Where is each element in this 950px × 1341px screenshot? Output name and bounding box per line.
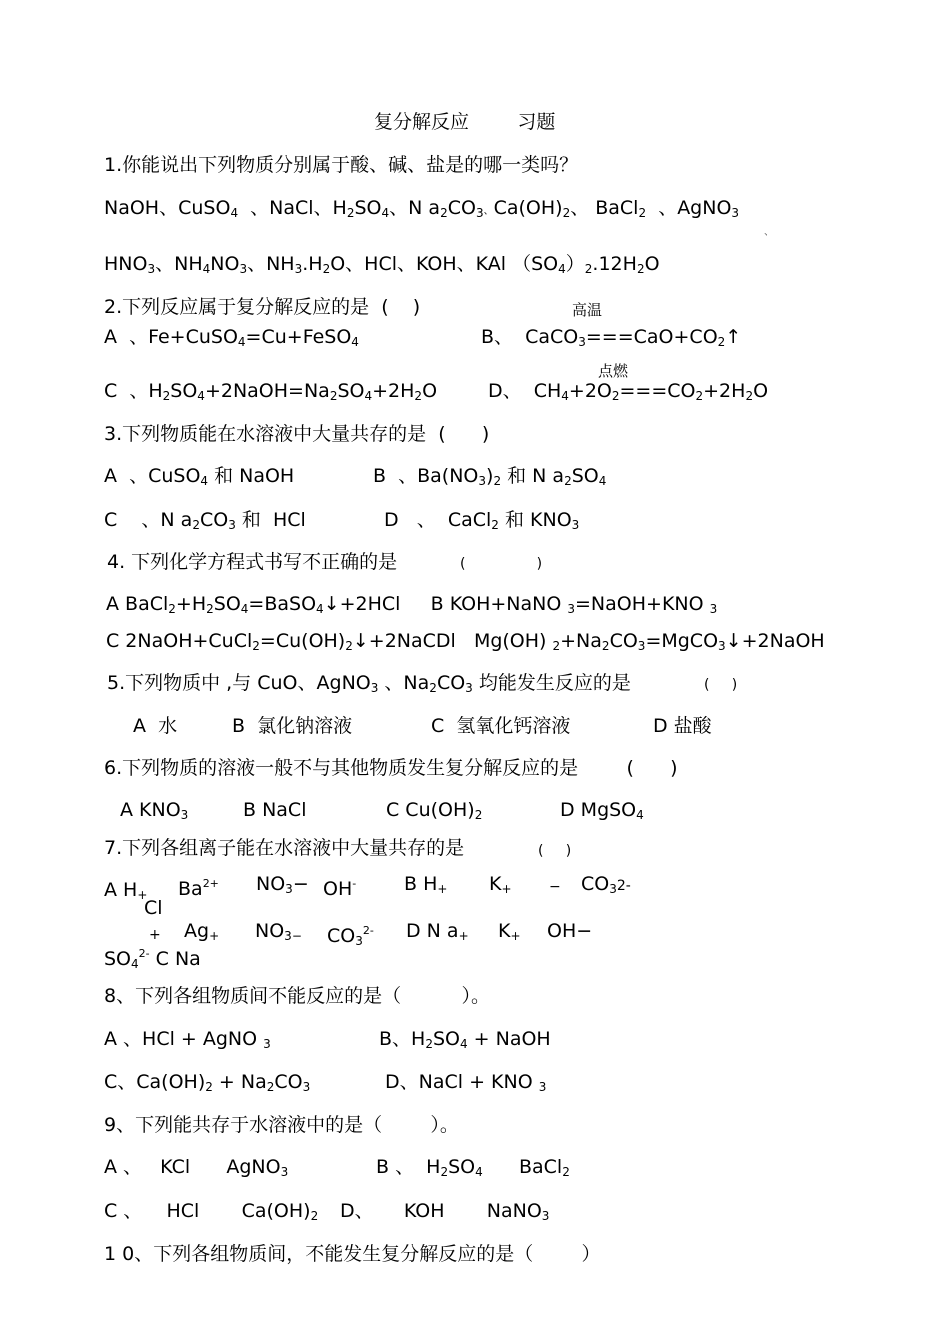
q7-ion-k-b: $K_+$ bbox=[498, 920, 521, 943]
q7-plus: + bbox=[149, 927, 161, 943]
q1-substances-line1: NaOH、CuSO$_4$ 、NaCl、$H_2SO_4$、N $a_2CO_3$、$Ca(OH)_2$、 BaCl$_2$ 、AgNO$_3$ bbox=[104, 197, 740, 220]
title-main: 复分解反应 bbox=[374, 111, 470, 133]
q7-paren: ( ) bbox=[538, 843, 572, 859]
q6-option-b: B NaCl bbox=[243, 799, 307, 821]
q7-ion-k: $K_+$ bbox=[489, 873, 512, 896]
q7-ion-no3-b: $NO_{3-}$ bbox=[255, 920, 302, 943]
q7-stem: 7.下列各组离子能在水溶液中大量共存的是 bbox=[104, 837, 465, 859]
q3-option-a: A 、CuSO$_4$ 和 NaOH bbox=[104, 465, 295, 488]
q7-option-b-h: B $H_+$ bbox=[404, 873, 448, 896]
q5-option-a: A 水 bbox=[133, 715, 178, 737]
q5-option-d: D 盐酸 bbox=[653, 715, 712, 737]
q8-option-d: D、NaCl + KNO $_3$ bbox=[385, 1071, 547, 1094]
q7-ion-cl: Cl bbox=[144, 897, 163, 919]
q9-option-b: B 、 $H_2SO_4$ BaCl$_2$ bbox=[376, 1156, 570, 1179]
q9-option-c: C 、 HCl $Ca(OH)_2$ bbox=[104, 1200, 319, 1223]
q1-substances-line2: $HNO_3$、$NH_4NO_3$、$NH_3.H_2O$、HCl、KOH、KAl $(SO_4)_2.12H_2O$ bbox=[104, 253, 660, 276]
q9-stem: 9、下列能共存于水溶液中的是（ ）。 bbox=[104, 1114, 459, 1136]
q9-option-a: A 、 KCl AgNO$_3$ bbox=[104, 1156, 289, 1179]
q7-ion-ag: $Ag_+$ bbox=[184, 920, 220, 943]
q6-stem: 6.下列物质的溶液一般不与其他物质发生复分解反应的是 ( ) bbox=[104, 757, 678, 779]
q7-option-a-h: A $H_+$ bbox=[104, 879, 148, 902]
q3-option-b: B 、$Ba(NO_3)_2$ 和 N $a_2SO_4$ bbox=[373, 465, 607, 488]
q7-ion-no3: $NO_3-$ bbox=[256, 873, 309, 896]
q5-option-b: B 氯化钠溶液 bbox=[232, 715, 353, 737]
q8-option-a: A 、HCl + AgNO $_3$ bbox=[104, 1028, 271, 1051]
q10-stem: 1 0、下列各组物质间，不能发生复分解反应的是（ ） bbox=[104, 1243, 601, 1265]
q7-ion-co3: $CO_32-$ bbox=[581, 873, 631, 896]
q5-option-c: C 氢氧化钙溶液 bbox=[431, 715, 571, 737]
q4-stem: 4. 下列化学方程式书写不正确的是 bbox=[107, 551, 398, 573]
q3-stem: 3.下列物质能在水溶液中大量共存的是 ( ) bbox=[104, 423, 490, 445]
q4-options-row1: A $BaCl_2+H_2SO_4=BaSO_4↓+2HCl$ B KOH+NaNO $_3$=NaOH+KNO $_3$ bbox=[106, 593, 718, 616]
q2-option-a: A 、Fe+CuSO$_4$=Cu+FeSO$_4$ bbox=[104, 326, 359, 349]
q3-option-d: D 、 CaCl$_2$ 和 $KNO_3$ bbox=[384, 509, 580, 532]
q7-option-d-na: D N $a_+$ bbox=[406, 920, 469, 943]
q2-option-d: D、 $CH_4+2O_2===CO_2+2H_2O$ bbox=[488, 380, 769, 403]
q8-option-b: B、$H_2SO_4$ + NaOH bbox=[379, 1028, 551, 1051]
q6-option-a: A $KNO_3$ bbox=[120, 799, 189, 822]
q2-option-b: B、 $CaCO_3===CaO+CO_2↑$ bbox=[481, 326, 742, 349]
q7-ion-ba: $Ba^{2+}$ bbox=[178, 877, 219, 900]
q9-option-d: D、 KOH NaNO$_3$ bbox=[340, 1200, 550, 1223]
title-sub: 习题 bbox=[517, 111, 556, 133]
q4-options-row2: C $2NaOH+CuCl_2=Cu(OH)_2↓+2NaCDl$ Mg(OH) $_2+Na_2CO_3=MgCO_3↓+2NaOH$ bbox=[106, 630, 825, 653]
q5-paren: ( ) bbox=[704, 677, 738, 693]
q7-dash: − bbox=[549, 879, 561, 895]
q1-mark: 、 bbox=[764, 227, 774, 238]
q1-stem: 1.你能说出下列物质分别属于酸、碱、盐是的哪一类吗？ bbox=[104, 154, 579, 176]
q7-ion-so4: $SO_4^{2-}$ C Na bbox=[104, 947, 201, 971]
q4-paren: ( ) bbox=[460, 556, 543, 572]
q8-stem: 8、下列各组物质间不能反应的是（ ）。 bbox=[104, 985, 490, 1007]
q7-ion-co3-b: $CO_3^{2-}$ bbox=[327, 924, 374, 948]
q3-option-c: C 、N $a_2CO_3$ 和 HCl bbox=[104, 509, 306, 532]
q7-ion-oh-b: OH− bbox=[547, 920, 593, 942]
q2-stem: 2.下列反应属于复分解反应的是 ( ) bbox=[104, 296, 421, 318]
q6-option-d: D MgSO$_4$ bbox=[560, 799, 644, 822]
q2-condition-heat: 高温 bbox=[572, 301, 603, 319]
q7-ion-oh: OH- bbox=[323, 877, 357, 900]
q6-option-c: C $Cu(OH)_2$ bbox=[386, 799, 483, 822]
q5-stem: 5.下列物质中 ,与 CuO、AgNO$_3$ 、$Na_2CO_3$ 均能发生反应的是 bbox=[107, 672, 631, 695]
q2-condition-ignite: 点燃 bbox=[598, 362, 629, 380]
q2-option-c: C 、$H_2SO_4+2NaOH=Na_2SO_4+2H_2O$ bbox=[104, 380, 438, 403]
q8-option-c: C、$Ca(OH)_2 + Na_2CO_3$ bbox=[104, 1071, 311, 1094]
page-title bbox=[374, 111, 555, 133]
